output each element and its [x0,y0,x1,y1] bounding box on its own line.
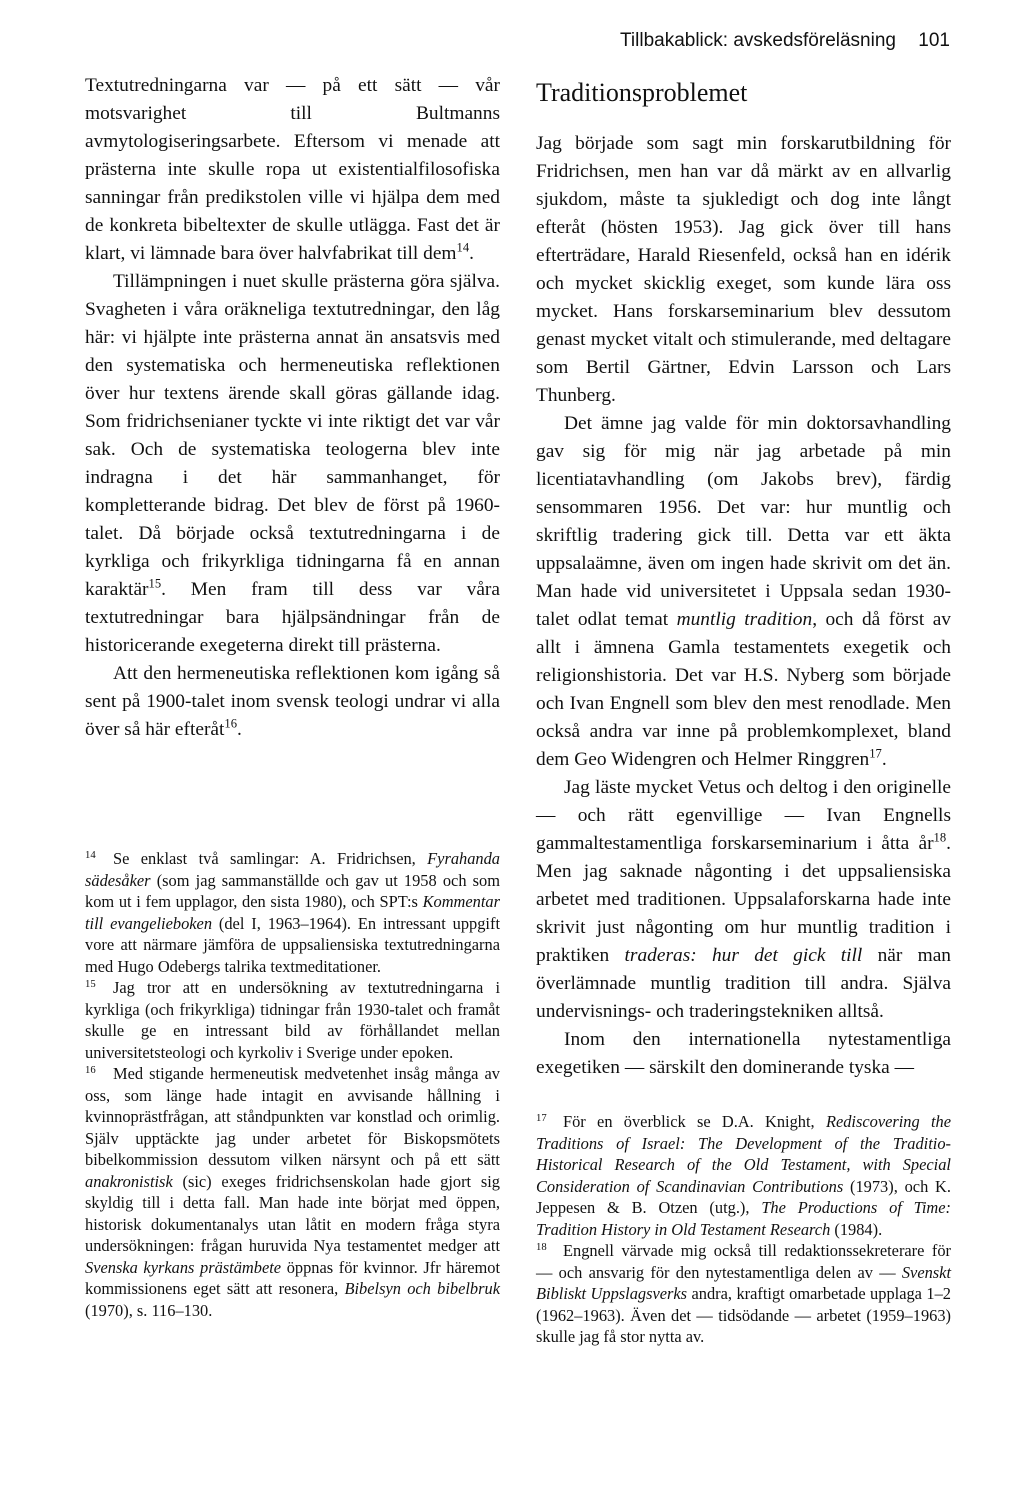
left-column [85,72,500,744]
footnote: $^{18}$ Engnell värvade mig också till redaktionssekreterare för — och ansvarig för den nytestamentliga delen av — Svenskt Bibliskt Uppslagsverks andra, kraftigt omarbetade upplaga 1–2 (1962–1963). Även det — tidsödande — arbetet (1959–1963) skulle jag få stor nytta av. [536,1241,951,1346]
footnote-ref[interactable]: 18 [933,830,947,845]
footnotes-left [85,848,500,1321]
section-heading: Traditionsproblemet [536,78,748,107]
paragraph: Textutredningarna var — på ett sätt — vår motsvarighet till Bultmanns avmytologiseringsarbete. Eftersom vi menade att prästerna inte skulle ropa ut existentialfilosofiska sanningar från predikstolen ville vi hjälpa dem med de konkreta bibeltexter de skulle utlägga. Fast det är klart, vi lämnade bara över halvfabrikat till dem$^{14}$. [85,75,500,264]
footnotes-right [536,1111,951,1348]
paragraph: Att den hermeneutiska reflektionen kom igång så sent på 1900-talet inom svensk teologi undrar vi alla över så här efteråt$^{16}$. [85,663,500,740]
footnote-ref[interactable]: 17 [869,746,882,761]
footnote-ref[interactable]: 16 [224,716,238,731]
running-title: Tillbakablick: avskedsföreläsning [620,30,896,51]
page-number: 101 [918,30,950,51]
footnote: $^{16}$ Med stigande hermeneutisk medvetenhet insåg många av oss, som länge hade intagit en avvisande hållning i kvinnoprästfrågan, att ståndpunkten var konstlad och orimlig. Själv upptäckte jag under arbetet för Biskopsmötets bibelkommission dessutom vilken närsynt och på ett sätt anakronistisk (sic) exeges fridrichsenskolan hade gjort sig skyldig till i detta fall. Man hade inte börjat med öppen, historisk dokumentanalys utan låtit en modern fråga styra undersökningen: frågan huruvida Nya testamentet medger att Svenska kyrkans prästämbete öppnas för kvinnor. Jfr häremot kommissionens eget sätt att resonera, Bibelsyn och bibelbruk (1970), s. 116–130. [85,1064,500,1320]
right-column [536,72,951,1082]
paragraph: Inom den internationella nytestamentliga exegetiken — särskilt den dominerande tyska — [536,1029,951,1078]
paragraph: Det ämne jag valde för min doktorsavhandling gav sig för mig när jag arbetade på min licentiatavhandling (om Jakobs brev), färdig sensommaren 1956. Det var: hur muntlig och skriftlig tradering gick till. Detta var ett äkta uppsalaämne, även om ingen hade skrivit om det än. Man hade vid universitetet i Uppsala sedan 1930-talet odlat temat muntlig tradition, och då först av allt i ämnena Gamla testamentets exegetik och religionshistoria. Det var H.S. Nyberg som började och Ivan Engnell som blev den mest renodlade. Men också andra var inne på problemkomplexet, bland dem Geo Widengren och Helmer Ringgren$^{17}$. [536,413,951,770]
footnote-ref[interactable]: 15 [148,576,162,591]
footnote: $^{15}$ Jag tror att en undersökning av textutredningarna i kyrkliga (och frikyrkliga) tidningar från 1930-talet och framåt skulle ge en intressant bild av förhållandet mellan universitetsteologi och kyrkoliv i Sverige under epoken. [85,978,500,1062]
footnote: $^{17}$ För en överblick se D.A. Knight, Rediscovering the Traditions of Israel: The Development of the Traditio-Historical Research of the Old Testament, with Special Consideration of Scandinavian Contributions (1973), och K. Jeppesen & B. Otzen (utg.), The Productions of Time: Tradition History in Old Testament Research (1984). [536,1112,951,1239]
footnote-ref[interactable]: 14 [456,240,470,255]
paragraph: Tillämpningen i nuet skulle prästerna göra själva. Svagheten i våra oräkneliga textutredningar, den låg här: vi hjälpte inte prästerna annat än ansatsvis med den systematiska och hermeneutiska reflektionen över hur textens ärende skall göras gällande idag. Som fridrichsenianer tyckte vi inte riktigt det var vår sak. Och de systematiska teologerna blev inte indragna i det här sammanhanget, för kompletterande bidrag. Det blev de först på 1960-talet. Då började också textutredningarna i de kyrkliga och frikyrkliga tidningarna få en annan karaktär$^{15}$. Men fram till dess var våra textutredningar bara hjälpsändningar från de historicerande exegeterna direkt till prästerna. [85,271,500,656]
paragraph: Jag började som sagt min forskarutbildning för Fridrichsen, men han var då märkt av en allvarlig sjukdom, måste ta sjukledigt och dog inte långt efteråt (hösten 1953). Jag gick över till hans efterträdare, Harald Riesenfeld, också han en idérik och mycket skicklig exeget, som kunde lära oss mycket. Hans forskarseminarium blev dessutom genast mycket vitalt och stimulerande, med deltagare som Bertil Gärtner, Edvin Larsson och Lars Thunberg. [536,133,951,406]
footnote: $^{14}$ Se enklast två samlingar: A. Fridrichsen, Fyrahanda sädesåker (som jag sammanställde och gav ut 1958 och som kom ut i fem upplagor, den sista 1980), och SPT:s Kommentar till evangelieboken (del I, 1963–1964). En intressant uppgift vore att närmare jämföra de uppsaliensiska textutredningarna med Hugo Odebergs talrika textmeditationer. [85,849,501,976]
paragraph: Jag läste mycket Vetus och deltog i den originelle — och rätt egenvillige — Ivan Engnells gammaltestamentliga forskarseminarium i åtta $år^{18}$. Men jag saknade någonting i det uppsaliensiska arbetet med traditionen. Uppsalaforskarna hade inte skrivit just någonting om hur muntlig tradition i praktiken traderas: hur det gick till när man överlämnade muntlig tradition till andra. Själva undervisnings- och traderingstekniken alltså. [536,777,952,1022]
